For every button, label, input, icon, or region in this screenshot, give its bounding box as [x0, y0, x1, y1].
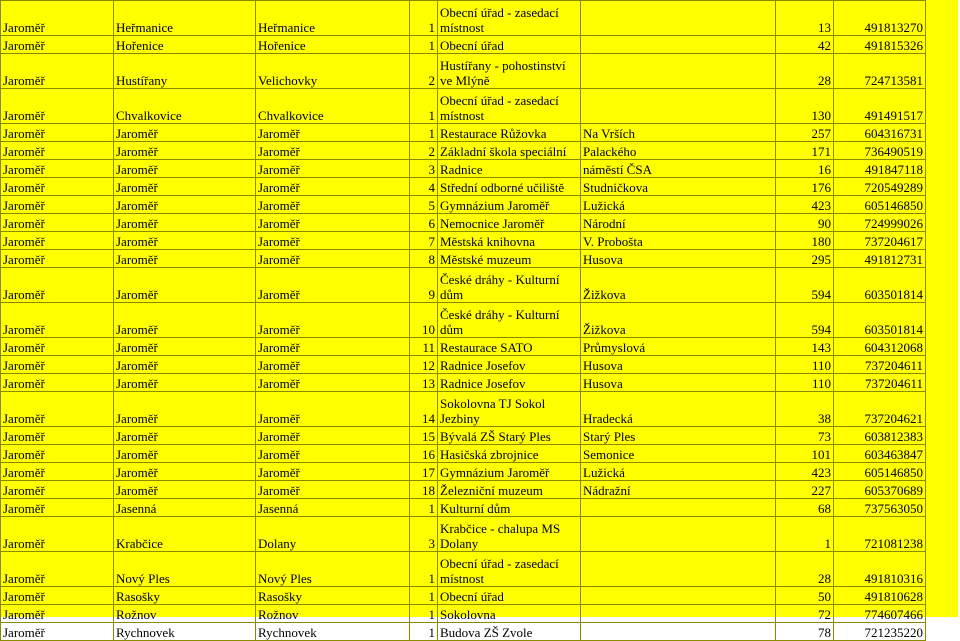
cell-code[interactable]: 737563050	[834, 499, 926, 517]
cell-code[interactable]: 605370689	[834, 481, 926, 499]
cell-house-number[interactable]: 423	[776, 463, 834, 481]
cell-house-number[interactable]: 110	[776, 374, 834, 392]
table-row	[1, 89, 926, 124]
cell-house-number[interactable]: 594	[776, 303, 834, 338]
table-row	[1, 481, 926, 499]
table-row	[1, 605, 926, 623]
cell-code[interactable]: 774607466	[834, 605, 926, 623]
cell-house-number[interactable]: 13	[776, 1, 834, 36]
table-row	[1, 36, 926, 54]
table-row	[1, 499, 926, 517]
cell-street[interactable]	[581, 552, 776, 587]
cell-house-number[interactable]: 110	[776, 356, 834, 374]
cell-house-number[interactable]: 180	[776, 232, 834, 250]
cell-code[interactable]: 737204621	[834, 392, 926, 427]
cell-part[interactable]: Velichovky	[256, 54, 410, 89]
cell-code[interactable]: 736490519	[834, 142, 926, 160]
cell-part[interactable]: Jaroměř	[256, 374, 410, 392]
cell-municipality[interactable]: Chvalkovice	[114, 89, 256, 124]
cell-place[interactable]: Radnice	[438, 160, 581, 178]
cell-district[interactable]: Jaroměř	[1, 232, 114, 250]
cell-precinct[interactable]: 1	[410, 605, 438, 623]
cell-street[interactable]: Husova	[581, 374, 776, 392]
cell-house-number[interactable]: 257	[776, 124, 834, 142]
cell-place[interactable]: Hasičská zbrojnice	[438, 445, 581, 463]
cell-district[interactable]: Jaroměř	[1, 36, 114, 54]
cell-district[interactable]: Jaroměř	[1, 463, 114, 481]
cell-code[interactable]: 491491517	[834, 89, 926, 124]
cell-municipality[interactable]: Jaroměř	[114, 392, 256, 427]
cell-part[interactable]: Nový Ples	[256, 552, 410, 587]
cell-district[interactable]: Jaroměř	[1, 445, 114, 463]
cell-code[interactable]: 491815326	[834, 36, 926, 54]
cell-part[interactable]: Dolany	[256, 517, 410, 552]
cell-place[interactable]: Gymnázium Jaroměř	[438, 463, 581, 481]
cell-house-number[interactable]: 28	[776, 552, 834, 587]
cell-place[interactable]: Obecní úřad	[438, 36, 581, 54]
cell-precinct[interactable]: 10	[410, 303, 438, 338]
cell-house-number[interactable]: 73	[776, 427, 834, 445]
cell-municipality[interactable]: Rychnovek	[114, 623, 256, 641]
table-row	[1, 124, 926, 142]
table-row	[1, 142, 926, 160]
cell-municipality[interactable]: Rožnov	[114, 605, 256, 623]
cell-house-number[interactable]: 42	[776, 36, 834, 54]
cell-code[interactable]: 603501814	[834, 303, 926, 338]
cell-precinct[interactable]: 6	[410, 214, 438, 232]
cell-street[interactable]: Žižkova	[581, 303, 776, 338]
cell-street[interactable]: Žižkova	[581, 268, 776, 303]
cell-district[interactable]: Jaroměř	[1, 374, 114, 392]
table-row	[1, 392, 926, 427]
cell-municipality[interactable]: Rasošky	[114, 587, 256, 605]
table-row	[1, 303, 926, 338]
cell-place[interactable]: Městská knihovna	[438, 232, 581, 250]
cell-precinct[interactable]: 1	[410, 587, 438, 605]
cell-code[interactable]: 491812731	[834, 250, 926, 268]
cell-municipality[interactable]: Jaroměř	[114, 427, 256, 445]
cell-district[interactable]: Jaroměř	[1, 250, 114, 268]
cell-precinct[interactable]: 3	[410, 160, 438, 178]
cell-house-number[interactable]: 130	[776, 89, 834, 124]
cell-place[interactable]: Radnice Josefov	[438, 374, 581, 392]
cell-municipality[interactable]: Heřmanice	[114, 1, 256, 36]
cell-house-number[interactable]: 295	[776, 250, 834, 268]
cell-street[interactable]: Studničkova	[581, 178, 776, 196]
cell-part[interactable]: Jaroměř	[256, 445, 410, 463]
cell-precinct[interactable]: 1	[410, 36, 438, 54]
cell-code[interactable]: 604312068	[834, 338, 926, 356]
cell-municipality[interactable]: Jasenná	[114, 499, 256, 517]
cell-part[interactable]: Rožnov	[256, 605, 410, 623]
table-row	[1, 463, 926, 481]
cell-district[interactable]: Jaroměř	[1, 142, 114, 160]
cell-code[interactable]: 491810316	[834, 552, 926, 587]
table-row	[1, 214, 926, 232]
cell-street[interactable]	[581, 605, 776, 623]
cell-place[interactable]: Střední odborné učiliště	[438, 178, 581, 196]
cell-street[interactable]: Hradecká	[581, 392, 776, 427]
cell-house-number[interactable]: 423	[776, 196, 834, 214]
cell-place[interactable]: Základní škola speciální	[438, 142, 581, 160]
cell-municipality[interactable]: Jaroměř	[114, 356, 256, 374]
cell-precinct[interactable]: 5	[410, 196, 438, 214]
cell-part[interactable]: Jaroměř	[256, 427, 410, 445]
cell-district[interactable]: Jaroměř	[1, 338, 114, 356]
cell-house-number[interactable]: 1	[776, 517, 834, 552]
cell-street[interactable]: Semonice	[581, 445, 776, 463]
cell-place[interactable]: Bývalá ZŠ Starý Ples	[438, 427, 581, 445]
cell-house-number[interactable]: 90	[776, 214, 834, 232]
cell-district[interactable]: Jaroměř	[1, 1, 114, 36]
cell-part[interactable]: Jaroměř	[256, 303, 410, 338]
cell-place[interactable]: České dráhy - Kulturní dům	[438, 268, 581, 303]
cell-house-number[interactable]: 594	[776, 268, 834, 303]
cell-municipality[interactable]: Jaroměř	[114, 160, 256, 178]
cell-house-number[interactable]: 68	[776, 499, 834, 517]
cell-precinct[interactable]: 16	[410, 445, 438, 463]
cell-part[interactable]: Jaroměř	[256, 338, 410, 356]
cell-district[interactable]: Jaroměř	[1, 303, 114, 338]
cell-part[interactable]: Jasenná	[256, 499, 410, 517]
cell-street[interactable]	[581, 89, 776, 124]
cell-place[interactable]: Gymnázium Jaroměř	[438, 196, 581, 214]
cell-part[interactable]: Jaroměř	[256, 481, 410, 499]
cell-municipality[interactable]: Hustířany	[114, 54, 256, 89]
cell-municipality[interactable]: Hořenice	[114, 36, 256, 54]
cell-municipality[interactable]: Jaroměř	[114, 445, 256, 463]
cell-street[interactable]	[581, 1, 776, 36]
cell-place[interactable]: Budova ZŠ Zvole	[438, 623, 581, 641]
cell-house-number[interactable]: 78	[776, 623, 834, 641]
cell-place[interactable]: Sokolovna	[438, 605, 581, 623]
cell-code[interactable]: 603501814	[834, 268, 926, 303]
cell-place[interactable]: Radnice Josefov	[438, 356, 581, 374]
cell-district[interactable]: Jaroměř	[1, 196, 114, 214]
cell-code[interactable]: 737204611	[834, 356, 926, 374]
cell-code[interactable]: 603812383	[834, 427, 926, 445]
cell-district[interactable]: Jaroměř	[1, 517, 114, 552]
table-row	[1, 338, 926, 356]
cell-code[interactable]: 720549289	[834, 178, 926, 196]
table-row	[1, 552, 926, 587]
cell-code[interactable]: 491847118	[834, 160, 926, 178]
table-body	[1, 1, 926, 641]
cell-district[interactable]: Jaroměř	[1, 623, 114, 641]
cell-district[interactable]: Jaroměř	[1, 356, 114, 374]
cell-precinct[interactable]: 2	[410, 54, 438, 89]
cell-municipality[interactable]: Jaroměř	[114, 250, 256, 268]
cell-house-number[interactable]: 38	[776, 392, 834, 427]
cell-part[interactable]: Jaroměř	[256, 160, 410, 178]
table-row	[1, 178, 926, 196]
cell-code[interactable]: 737204617	[834, 232, 926, 250]
cell-part[interactable]: Rasošky	[256, 587, 410, 605]
cell-street[interactable]	[581, 499, 776, 517]
cell-precinct[interactable]: 12	[410, 356, 438, 374]
table-row	[1, 623, 926, 641]
cell-part[interactable]: Jaroměř	[256, 268, 410, 303]
cell-place[interactable]: Sokolovna TJ Sokol Jezbiny	[438, 392, 581, 427]
cell-municipality[interactable]: Jaroměř	[114, 232, 256, 250]
cell-municipality[interactable]: Jaroměř	[114, 142, 256, 160]
cell-part[interactable]: Rychnovek	[256, 623, 410, 641]
table-row	[1, 196, 926, 214]
cell-place[interactable]: Restaurace Růžovka	[438, 124, 581, 142]
cell-precinct[interactable]: 4	[410, 178, 438, 196]
cell-place[interactable]: České dráhy - Kulturní dům	[438, 303, 581, 338]
cell-part[interactable]: Jaroměř	[256, 356, 410, 374]
cell-precinct[interactable]: 1	[410, 623, 438, 641]
cell-house-number[interactable]: 143	[776, 338, 834, 356]
cell-municipality[interactable]: Krabčice	[114, 517, 256, 552]
cell-precinct[interactable]: 14	[410, 392, 438, 427]
table-row	[1, 445, 926, 463]
cell-district[interactable]: Jaroměř	[1, 392, 114, 427]
cell-precinct[interactable]: 2	[410, 142, 438, 160]
cell-house-number[interactable]: 227	[776, 481, 834, 499]
cell-precinct[interactable]: 1	[410, 89, 438, 124]
cell-municipality[interactable]: Jaroměř	[114, 268, 256, 303]
cell-place[interactable]: Kulturní dům	[438, 499, 581, 517]
cell-precinct[interactable]: 9	[410, 268, 438, 303]
cell-municipality[interactable]: Jaroměř	[114, 374, 256, 392]
cell-precinct[interactable]: 8	[410, 250, 438, 268]
cell-precinct[interactable]: 1	[410, 552, 438, 587]
cell-house-number[interactable]: 50	[776, 587, 834, 605]
table-row	[1, 356, 926, 374]
cell-street[interactable]: náměstí ČSA	[581, 160, 776, 178]
table-row	[1, 250, 926, 268]
cell-street[interactable]: Palackého	[581, 142, 776, 160]
cell-district[interactable]: Jaroměř	[1, 587, 114, 605]
cell-precinct[interactable]: 1	[410, 499, 438, 517]
cell-code[interactable]: 721235220	[834, 623, 926, 641]
cell-house-number[interactable]: 72	[776, 605, 834, 623]
cell-district[interactable]: Jaroměř	[1, 268, 114, 303]
cell-house-number[interactable]: 101	[776, 445, 834, 463]
cell-street[interactable]: Na Vrších	[581, 124, 776, 142]
cell-street[interactable]: Husova	[581, 356, 776, 374]
cell-precinct[interactable]: 11	[410, 338, 438, 356]
cell-place[interactable]: Hustířany - pohostinství ve Mlýně	[438, 54, 581, 89]
cell-code[interactable]: 491813270	[834, 1, 926, 36]
cell-part[interactable]: Jaroměř	[256, 392, 410, 427]
cell-municipality[interactable]: Nový Ples	[114, 552, 256, 587]
cell-street[interactable]	[581, 623, 776, 641]
cell-place[interactable]: Obecní úřad - zasedací místnost	[438, 552, 581, 587]
cell-street[interactable]	[581, 587, 776, 605]
cell-part[interactable]: Jaroměř	[256, 196, 410, 214]
cell-district[interactable]: Jaroměř	[1, 605, 114, 623]
cell-municipality[interactable]: Jaroměř	[114, 196, 256, 214]
cell-code[interactable]: 604316731	[834, 124, 926, 142]
cell-street[interactable]: Lužická	[581, 463, 776, 481]
table-row	[1, 54, 926, 89]
cell-part[interactable]: Heřmanice	[256, 1, 410, 36]
cell-street[interactable]: V. Proboštа	[581, 232, 776, 250]
cell-street[interactable]	[581, 54, 776, 89]
cell-district[interactable]: Jaroměř	[1, 214, 114, 232]
table-row	[1, 374, 926, 392]
cell-precinct[interactable]: 1	[410, 1, 438, 36]
cell-precinct[interactable]: 18	[410, 481, 438, 499]
table-row	[1, 517, 926, 552]
cell-precinct[interactable]: 13	[410, 374, 438, 392]
cell-district[interactable]: Jaroměř	[1, 160, 114, 178]
cell-place[interactable]: Obecní úřad - zasedací místnost	[438, 89, 581, 124]
cell-street[interactable]: Národní	[581, 214, 776, 232]
cell-part[interactable]: Jaroměř	[256, 250, 410, 268]
cell-code[interactable]: 603463847	[834, 445, 926, 463]
cell-street[interactable]	[581, 517, 776, 552]
cell-street[interactable]: Nádražní	[581, 481, 776, 499]
table-row	[1, 232, 926, 250]
cell-code[interactable]: 724713581	[834, 54, 926, 89]
cell-house-number[interactable]: 16	[776, 160, 834, 178]
cell-code[interactable]: 605146850	[834, 196, 926, 214]
table-row	[1, 268, 926, 303]
cell-house-number[interactable]: 28	[776, 54, 834, 89]
table-row	[1, 1, 926, 36]
cell-municipality[interactable]: Jaroměř	[114, 338, 256, 356]
cell-precinct[interactable]: 15	[410, 427, 438, 445]
cell-part[interactable]: Hořenice	[256, 36, 410, 54]
cell-municipality[interactable]: Jaroměř	[114, 303, 256, 338]
cell-precinct[interactable]: 7	[410, 232, 438, 250]
cell-street[interactable]: Husova	[581, 250, 776, 268]
cell-code[interactable]: 724999026	[834, 214, 926, 232]
cell-place[interactable]: Krabčice - chalupa MS Dolany	[438, 517, 581, 552]
table-row	[1, 587, 926, 605]
cell-part[interactable]: Jaroměř	[256, 124, 410, 142]
cell-place[interactable]: Obecní úřad	[438, 587, 581, 605]
cell-place[interactable]: Restaurace SATO	[438, 338, 581, 356]
cell-street[interactable]: Lužická	[581, 196, 776, 214]
cell-district[interactable]: Jaroměř	[1, 178, 114, 196]
table-row	[1, 160, 926, 178]
cell-municipality[interactable]: Jaroměř	[114, 481, 256, 499]
cell-district[interactable]: Jaroměř	[1, 499, 114, 517]
cell-district[interactable]: Jaroměř	[1, 481, 114, 499]
cell-part[interactable]: Jaroměř	[256, 178, 410, 196]
cell-street[interactable]: Starý Ples	[581, 427, 776, 445]
cell-part[interactable]: Jaroměř	[256, 463, 410, 481]
cell-code[interactable]: 491810628	[834, 587, 926, 605]
cell-part[interactable]: Jaroměř	[256, 142, 410, 160]
cell-house-number[interactable]: 176	[776, 178, 834, 196]
cell-part[interactable]: Jaroměř	[256, 214, 410, 232]
cell-municipality[interactable]: Jaroměř	[114, 178, 256, 196]
cell-precinct[interactable]: 3	[410, 517, 438, 552]
cell-municipality[interactable]: Jaroměř	[114, 214, 256, 232]
cell-street[interactable]	[581, 36, 776, 54]
table-row	[1, 427, 926, 445]
cell-district[interactable]: Jaroměř	[1, 552, 114, 587]
cell-district[interactable]: Jaroměř	[1, 54, 114, 89]
cell-place[interactable]: Městské muzeum	[438, 250, 581, 268]
cell-district[interactable]: Jaroměř	[1, 89, 114, 124]
cell-part[interactable]: Jaroměř	[256, 232, 410, 250]
cell-district[interactable]: Jaroměř	[1, 427, 114, 445]
cell-street[interactable]: Průmyslová	[581, 338, 776, 356]
cell-precinct[interactable]: 17	[410, 463, 438, 481]
cell-place[interactable]: Nemocnice Jaroměř	[438, 214, 581, 232]
cell-municipality[interactable]: Jaroměř	[114, 463, 256, 481]
cell-district[interactable]: Jaroměř	[1, 124, 114, 142]
cell-house-number[interactable]: 171	[776, 142, 834, 160]
cell-place[interactable]: Železniční muzeum	[438, 481, 581, 499]
cell-part[interactable]: Chvalkovice	[256, 89, 410, 124]
cell-code[interactable]: 721081238	[834, 517, 926, 552]
cell-code[interactable]: 605146850	[834, 463, 926, 481]
cell-place[interactable]: Obecní úřad - zasedací místnost	[438, 1, 581, 36]
cell-municipality[interactable]: Jaroměř	[114, 124, 256, 142]
cell-precinct[interactable]: 1	[410, 124, 438, 142]
cell-code[interactable]: 737204611	[834, 374, 926, 392]
